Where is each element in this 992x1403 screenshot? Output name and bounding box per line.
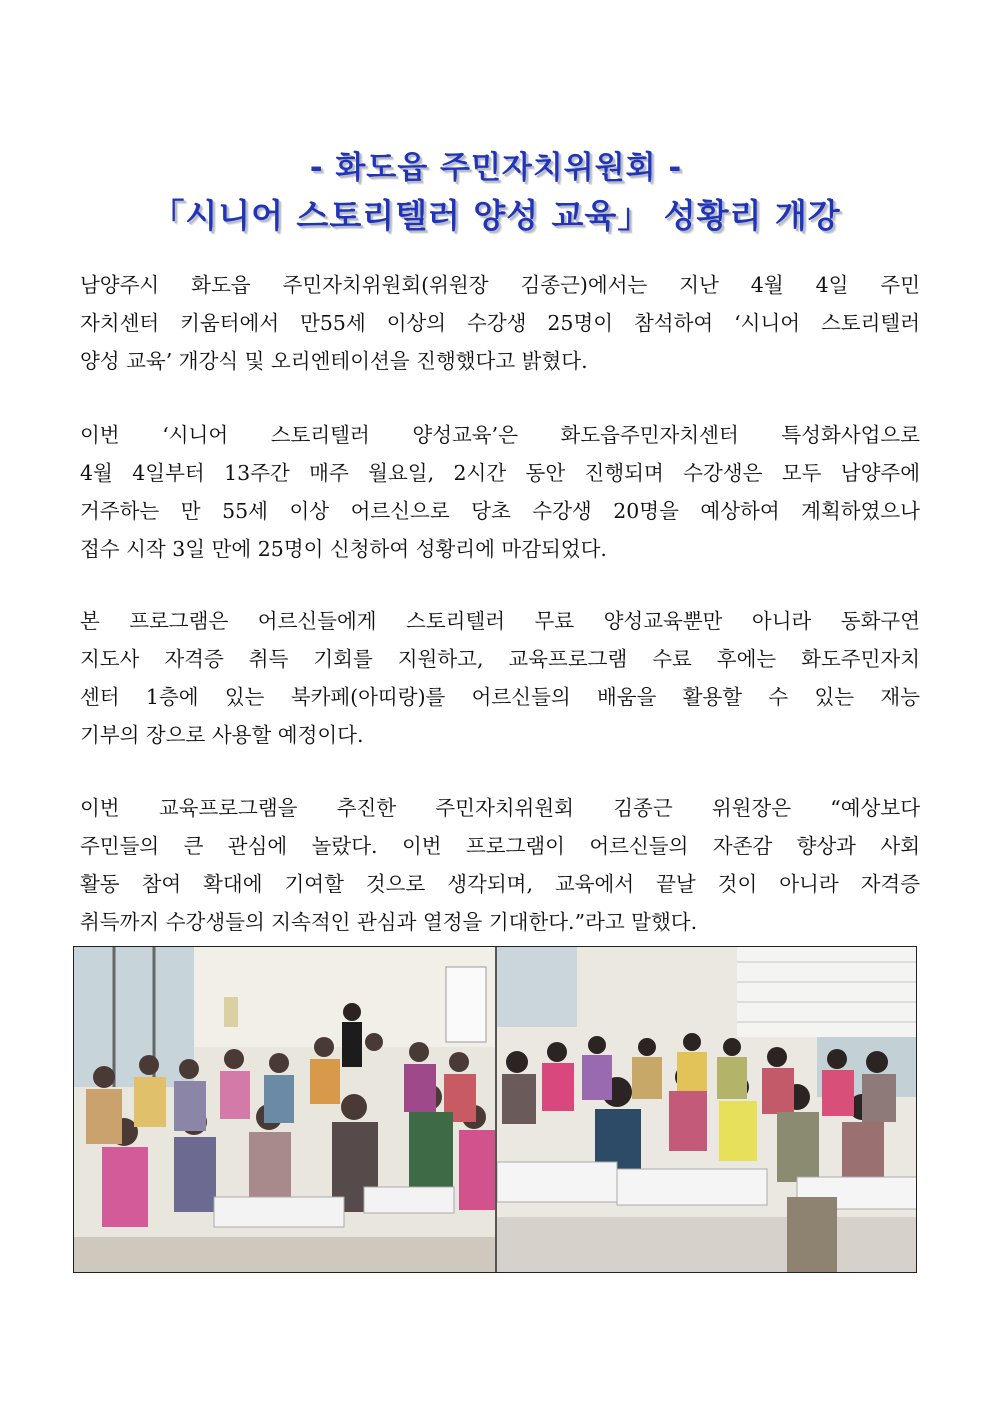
paragraph-line: 주민들의 큰 관심에 놀랐다. 이번 프로그램이 어르신들의 자존감 향상과 사회 (80, 834, 920, 858)
classroom-photo-right (497, 947, 916, 1272)
paragraph-line: 기부의 장으로 사용할 예정이다. (80, 723, 364, 747)
paragraph-line: 양성 교육’ 개강식 및 오리엔테이션을 진행했다고 밝혔다. (80, 349, 588, 373)
paragraph-line: 센터 1층에 있는 북카페(아띠랑)를 어르신들의 배움을 활용할 수 있는 재능 (80, 685, 920, 709)
paragraph-line: 취득까지 수강생들의 지속적인 관심과 열정을 기대한다.”라고 말했다. (80, 910, 698, 934)
paragraph-line: 접수 시작 3일 만에 25명이 신청하여 성황리에 마감되었다. (80, 537, 607, 561)
paragraph-line: 거주하는 만 55세 이상 어르신으로 당초 수강생 20명을 예상하여 계획하였으나 (80, 499, 920, 523)
paragraph-line: 자치센터 키움터에서 만55세 이상의 수강생 25명이 참석하여 ‘시니어 스토리텔러 (80, 311, 920, 335)
paragraph-4 (80, 789, 920, 941)
paragraph-line: 남양주시 화도읍 주민자치위원회(위원장 김종근)에서는 지난 4월 4일 주민 (80, 273, 920, 297)
paragraph-line: 활동 참여 확대에 기여할 것으로 생각되며, 교육에서 끝날 것이 아니라 자격증 (80, 872, 920, 896)
headline-line-1: - 화도읍 주민자치위원회 - (309, 150, 683, 186)
paragraph-2 (80, 416, 920, 568)
paragraph-line: 이번 ‘시니어 스토리텔러 양성교육’은 화도읍주민자치센터 특성화사업으로 (80, 423, 920, 447)
paragraph-3 (80, 602, 920, 754)
headline-line-2: 「시니어 스토리텔러 양성 교육」 성황리 개강 (151, 196, 841, 235)
paragraph-line: 이번 교육프로그램을 추진한 주민자치위원회 김종근 위원장은 “예상보다 (80, 796, 920, 820)
classroom-photos (73, 946, 917, 1273)
paragraph-line: 지도사 자격증 취득 기회를 지원하고, 교육프로그램 수료 후에는 화도주민자치 (80, 647, 920, 671)
paragraph-line: 본 프로그램은 어르신들에게 스토리텔러 무료 양성교육뿐만 아니라 동화구연 (80, 609, 920, 633)
paragraph-line: 4월 4일부터 13주간 매주 월요일, 2시간 동안 진행되며 수강생은 모두 남양주에 (80, 461, 920, 485)
paragraph-1 (80, 266, 920, 380)
classroom-photo-left (74, 947, 497, 1272)
